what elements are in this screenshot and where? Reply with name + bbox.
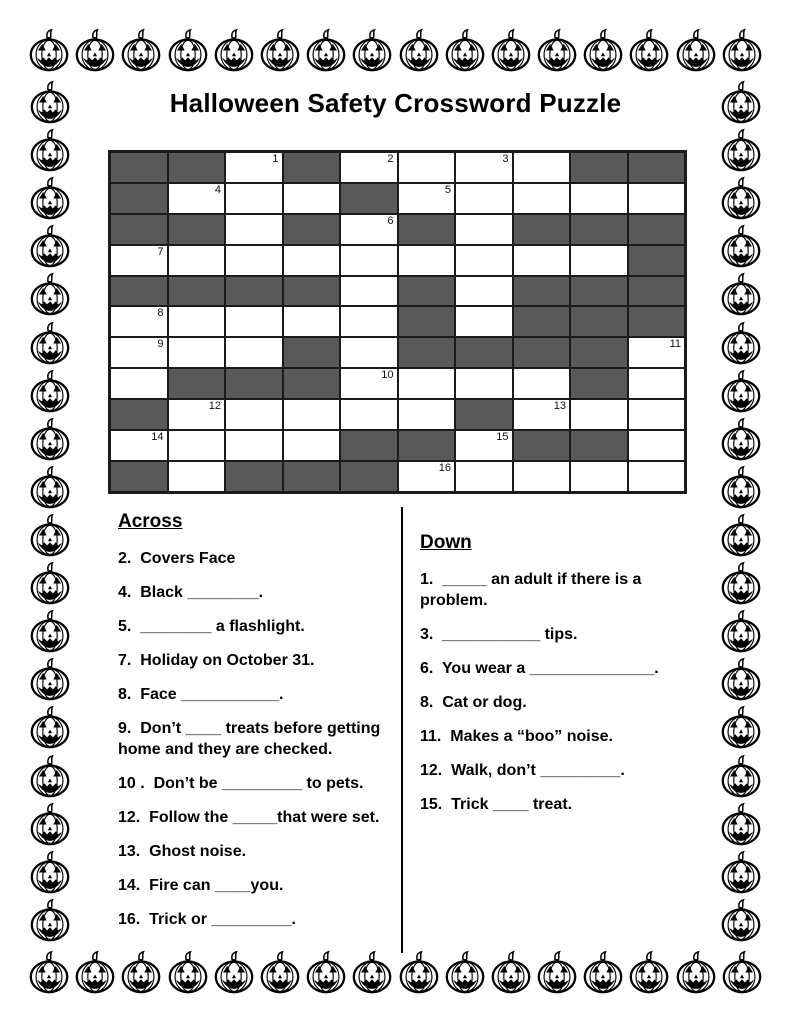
grid-cell-white[interactable] (455, 214, 513, 245)
cell-number: 4 (214, 183, 221, 196)
across-clues-column (108, 507, 401, 953)
grid-cell-black (570, 368, 628, 399)
down-heading: Down (420, 532, 472, 553)
jack-o-lantern-icon (27, 465, 73, 511)
grid-cell-black (110, 214, 168, 245)
clue-item: 4. Black ________. (118, 584, 264, 601)
grid-cell-black (283, 214, 341, 245)
grid-cell-black (513, 430, 571, 461)
clue-item: 10 . Don’t be _________ to pets. (118, 775, 364, 792)
grid-cell-black (628, 245, 686, 276)
grid-cell-white[interactable] (340, 306, 398, 337)
down-clues-column (403, 528, 702, 953)
jack-o-lantern-icon (72, 28, 118, 74)
grid-cell-white[interactable] (455, 276, 513, 307)
jack-o-lantern-icon (303, 950, 349, 996)
grid-cell-white[interactable] (340, 399, 398, 430)
grid-cell-white[interactable] (110, 337, 168, 368)
grid-cell-white[interactable] (628, 337, 686, 368)
grid-cell-black (283, 337, 341, 368)
grid-cell-black (283, 461, 341, 492)
grid-cell-white[interactable] (168, 461, 226, 492)
clue-item: 11. Makes a “boo” noise. (420, 728, 613, 745)
grid-cell-white[interactable] (283, 399, 341, 430)
jack-o-lantern-icon (27, 705, 73, 751)
jack-o-lantern-icon (626, 950, 672, 996)
cell-number: 1 (272, 153, 279, 165)
grid-cell-white[interactable] (455, 430, 513, 461)
jack-o-lantern-icon (719, 28, 765, 74)
pumpkin-border-bottom (26, 949, 765, 997)
grid-cell-white[interactable] (340, 214, 398, 245)
across-clue-list (118, 548, 391, 930)
jack-o-lantern-icon (27, 802, 73, 848)
grid-cell-black (283, 368, 341, 399)
grid-cell-black (513, 306, 571, 337)
cell-number: 12 (208, 400, 221, 413)
grid-cell-white[interactable] (455, 461, 513, 492)
jack-o-lantern-icon (27, 321, 73, 367)
grid-cell-black (570, 430, 628, 461)
jack-o-lantern-icon (27, 561, 73, 607)
grid-cell-white[interactable] (455, 368, 513, 399)
grid-cell-white[interactable] (340, 152, 398, 183)
grid-cell-white[interactable] (455, 183, 513, 214)
jack-o-lantern-icon (673, 950, 719, 996)
jack-o-lantern-icon (718, 657, 764, 703)
grid-cell-white[interactable] (225, 183, 283, 214)
clue-item: 16. Trick or _________. (118, 911, 296, 928)
cell-number: 15 (496, 431, 509, 444)
jack-o-lantern-icon (27, 369, 73, 415)
grid-cell-white[interactable] (283, 306, 341, 337)
pumpkin-border-top (26, 27, 765, 75)
jack-o-lantern-icon (27, 176, 73, 222)
grid-cell-white[interactable] (570, 183, 628, 214)
jack-o-lantern-icon (534, 28, 580, 74)
grid-cell-white[interactable] (513, 183, 571, 214)
jack-o-lantern-icon (488, 950, 534, 996)
grid-cell-white[interactable] (225, 306, 283, 337)
grid-cell-black (110, 461, 168, 492)
grid-cell-black (570, 276, 628, 307)
jack-o-lantern-icon (718, 802, 764, 848)
grid-cell-white[interactable] (398, 399, 456, 430)
grid-cell-white[interactable] (570, 245, 628, 276)
grid-cell-white[interactable] (628, 399, 686, 430)
jack-o-lantern-icon (303, 28, 349, 74)
grid-cell-black (398, 430, 456, 461)
grid-cell-black (283, 152, 341, 183)
grid-cell-black (628, 152, 686, 183)
clues-section (108, 507, 702, 953)
grid-cell-white[interactable] (398, 183, 456, 214)
grid-cell-white[interactable] (225, 337, 283, 368)
jack-o-lantern-icon (27, 898, 73, 944)
grid-cell-white[interactable] (225, 245, 283, 276)
jack-o-lantern-icon (257, 950, 303, 996)
cell-number: 5 (444, 183, 451, 196)
jack-o-lantern-icon (718, 272, 764, 318)
cell-number: 16 (438, 461, 451, 474)
grid-cell-white[interactable] (168, 337, 226, 368)
jack-o-lantern-icon (718, 754, 764, 800)
jack-o-lantern-icon (718, 705, 764, 751)
clue-item: 3. ___________ tips. (420, 626, 578, 643)
jack-o-lantern-icon (165, 28, 211, 74)
grid-cell-black (628, 276, 686, 307)
grid-cell-white[interactable] (340, 368, 398, 399)
jack-o-lantern-icon (718, 321, 764, 367)
grid-cell-white[interactable] (513, 152, 571, 183)
jack-o-lantern-icon (718, 369, 764, 415)
jack-o-lantern-icon (27, 417, 73, 463)
grid-cell-black (340, 183, 398, 214)
crossword-grid (108, 150, 687, 494)
jack-o-lantern-icon (27, 850, 73, 896)
grid-cell-white[interactable] (398, 368, 456, 399)
clue-item: 15. Trick ____ treat. (420, 796, 573, 813)
grid-cell-black (340, 461, 398, 492)
clue-item: 12. Walk, don’t _________. (420, 762, 625, 779)
jack-o-lantern-icon (580, 950, 626, 996)
cell-number: 7 (157, 245, 164, 258)
grid-cell-black (225, 276, 283, 307)
grid-cell-white[interactable] (283, 245, 341, 276)
grid-cell-black (398, 306, 456, 337)
jack-o-lantern-icon (718, 561, 764, 607)
grid-cell-white[interactable] (628, 368, 686, 399)
jack-o-lantern-icon (211, 28, 257, 74)
grid-cell-white[interactable] (455, 306, 513, 337)
grid-cell-black (168, 276, 226, 307)
grid-cell-black (628, 306, 686, 337)
grid-cell-black (513, 337, 571, 368)
grid-cell-white[interactable] (168, 430, 226, 461)
grid-cell-black (110, 276, 168, 307)
clue-item: 14. Fire can ____you. (118, 877, 284, 894)
jack-o-lantern-icon (26, 950, 72, 996)
grid-cell-white[interactable] (628, 430, 686, 461)
jack-o-lantern-icon (718, 128, 764, 174)
grid-cell-black (570, 337, 628, 368)
clue-item: 8. Cat or dog. (420, 694, 527, 711)
grid-cell-white[interactable] (283, 430, 341, 461)
grid-cell-white[interactable] (168, 306, 226, 337)
jack-o-lantern-icon (718, 850, 764, 896)
pumpkin-border-right (717, 80, 765, 944)
jack-o-lantern-icon (349, 28, 395, 74)
grid-cell-white[interactable] (110, 430, 168, 461)
grid-cell-black (110, 399, 168, 430)
cell-number: 2 (387, 153, 394, 165)
jack-o-lantern-icon (396, 950, 442, 996)
grid-cell-black (455, 399, 513, 430)
grid-cell-black (340, 430, 398, 461)
grid-cell-black (398, 337, 456, 368)
grid-cell-black (225, 461, 283, 492)
grid-cell-white[interactable] (628, 183, 686, 214)
grid-cell-black (570, 214, 628, 245)
grid-cell-white[interactable] (455, 245, 513, 276)
grid-cell-white[interactable] (225, 152, 283, 183)
grid-cell-black (168, 152, 226, 183)
clue-item: 9. Don’t ____ treats before getting home and they are checked. (118, 720, 385, 758)
jack-o-lantern-icon (27, 128, 73, 174)
jack-o-lantern-icon (580, 28, 626, 74)
jack-o-lantern-icon (673, 28, 719, 74)
grid-cell-white[interactable] (110, 368, 168, 399)
jack-o-lantern-icon (718, 224, 764, 270)
cell-number: 9 (157, 338, 164, 351)
jack-o-lantern-icon (27, 272, 73, 318)
grid-cell-black (570, 306, 628, 337)
jack-o-lantern-icon (72, 950, 118, 996)
jack-o-lantern-icon (26, 28, 72, 74)
cell-number: 3 (502, 153, 509, 165)
grid-cell-black (513, 276, 571, 307)
jack-o-lantern-icon (442, 28, 488, 74)
jack-o-lantern-icon (626, 28, 672, 74)
jack-o-lantern-icon (396, 28, 442, 74)
cell-number: 10 (381, 369, 394, 382)
grid-cell-black (455, 337, 513, 368)
grid-cell-white[interactable] (570, 461, 628, 492)
grid-cell-black (570, 152, 628, 183)
clue-item: 6. You wear a ______________. (420, 660, 659, 677)
jack-o-lantern-icon (718, 417, 764, 463)
grid-cell-white[interactable] (340, 276, 398, 307)
down-clue-list (420, 569, 698, 815)
jack-o-lantern-icon (27, 513, 73, 559)
grid-cell-white[interactable] (513, 368, 571, 399)
grid-cell-black (628, 214, 686, 245)
grid-cell-white[interactable] (110, 306, 168, 337)
jack-o-lantern-icon (118, 950, 164, 996)
jack-o-lantern-icon (27, 224, 73, 270)
clue-item: 12. Follow the _____that were set. (118, 809, 380, 826)
jack-o-lantern-icon (349, 950, 395, 996)
jack-o-lantern-icon (488, 28, 534, 74)
clue-item: 7. Holiday on October 31. (118, 652, 315, 669)
clue-item: 8. Face ___________. (118, 686, 284, 703)
jack-o-lantern-icon (718, 609, 764, 655)
grid-cell-white[interactable] (398, 152, 456, 183)
jack-o-lantern-icon (118, 28, 164, 74)
grid-cell-black (398, 276, 456, 307)
grid-cell-white[interactable] (455, 152, 513, 183)
jack-o-lantern-icon (27, 609, 73, 655)
cell-number: 14 (151, 431, 164, 444)
jack-o-lantern-icon (165, 950, 211, 996)
jack-o-lantern-icon (257, 28, 303, 74)
grid-cell-black (225, 368, 283, 399)
jack-o-lantern-icon (211, 950, 257, 996)
grid-cell-white[interactable] (513, 245, 571, 276)
cell-number: 8 (157, 307, 164, 320)
cell-number: 13 (553, 400, 566, 413)
grid-cell-white[interactable] (225, 399, 283, 430)
cell-number: 6 (387, 214, 394, 227)
grid-cell-black (168, 368, 226, 399)
grid-cell-white[interactable] (340, 245, 398, 276)
grid-cell-white[interactable] (225, 430, 283, 461)
jack-o-lantern-icon (719, 950, 765, 996)
grid-cell-white[interactable] (398, 245, 456, 276)
jack-o-lantern-icon (534, 950, 580, 996)
cell-number: 11 (669, 338, 681, 351)
jack-o-lantern-icon (718, 898, 764, 944)
jack-o-lantern-icon (718, 465, 764, 511)
grid-cell-white[interactable] (628, 461, 686, 492)
clue-item: 5. ________ a flashlight. (118, 618, 305, 635)
grid-cell-white[interactable] (513, 461, 571, 492)
grid-cell-white[interactable] (168, 399, 226, 430)
jack-o-lantern-icon (718, 513, 764, 559)
jack-o-lantern-icon (27, 754, 73, 800)
clue-item: 2. Covers Face (118, 550, 236, 567)
jack-o-lantern-icon (718, 176, 764, 222)
grid-cell-white[interactable] (168, 183, 226, 214)
pumpkin-border-left (26, 80, 74, 944)
clue-item: 1. _____ an adult if there is a problem. (420, 571, 646, 609)
jack-o-lantern-icon (27, 657, 73, 703)
grid-cell-white[interactable] (225, 214, 283, 245)
jack-o-lantern-icon (442, 950, 488, 996)
grid-cell-white[interactable] (398, 461, 456, 492)
grid-cell-white[interactable] (168, 245, 226, 276)
grid-cell-white[interactable] (340, 337, 398, 368)
grid-cell-black (110, 183, 168, 214)
grid-cell-black (110, 152, 168, 183)
clue-item: 13. Ghost noise. (118, 843, 247, 860)
across-heading: Across (118, 511, 183, 532)
grid-cell-black (513, 214, 571, 245)
grid-cell-black (168, 214, 226, 245)
grid-cell-white[interactable] (283, 183, 341, 214)
grid-cell-white[interactable] (110, 245, 168, 276)
page-title: Halloween Safety Crossword Puzzle (169, 88, 622, 118)
grid-cell-black (398, 214, 456, 245)
grid-cell-white[interactable] (513, 399, 571, 430)
grid-cell-black (283, 276, 341, 307)
grid-cell-white[interactable] (570, 399, 628, 430)
